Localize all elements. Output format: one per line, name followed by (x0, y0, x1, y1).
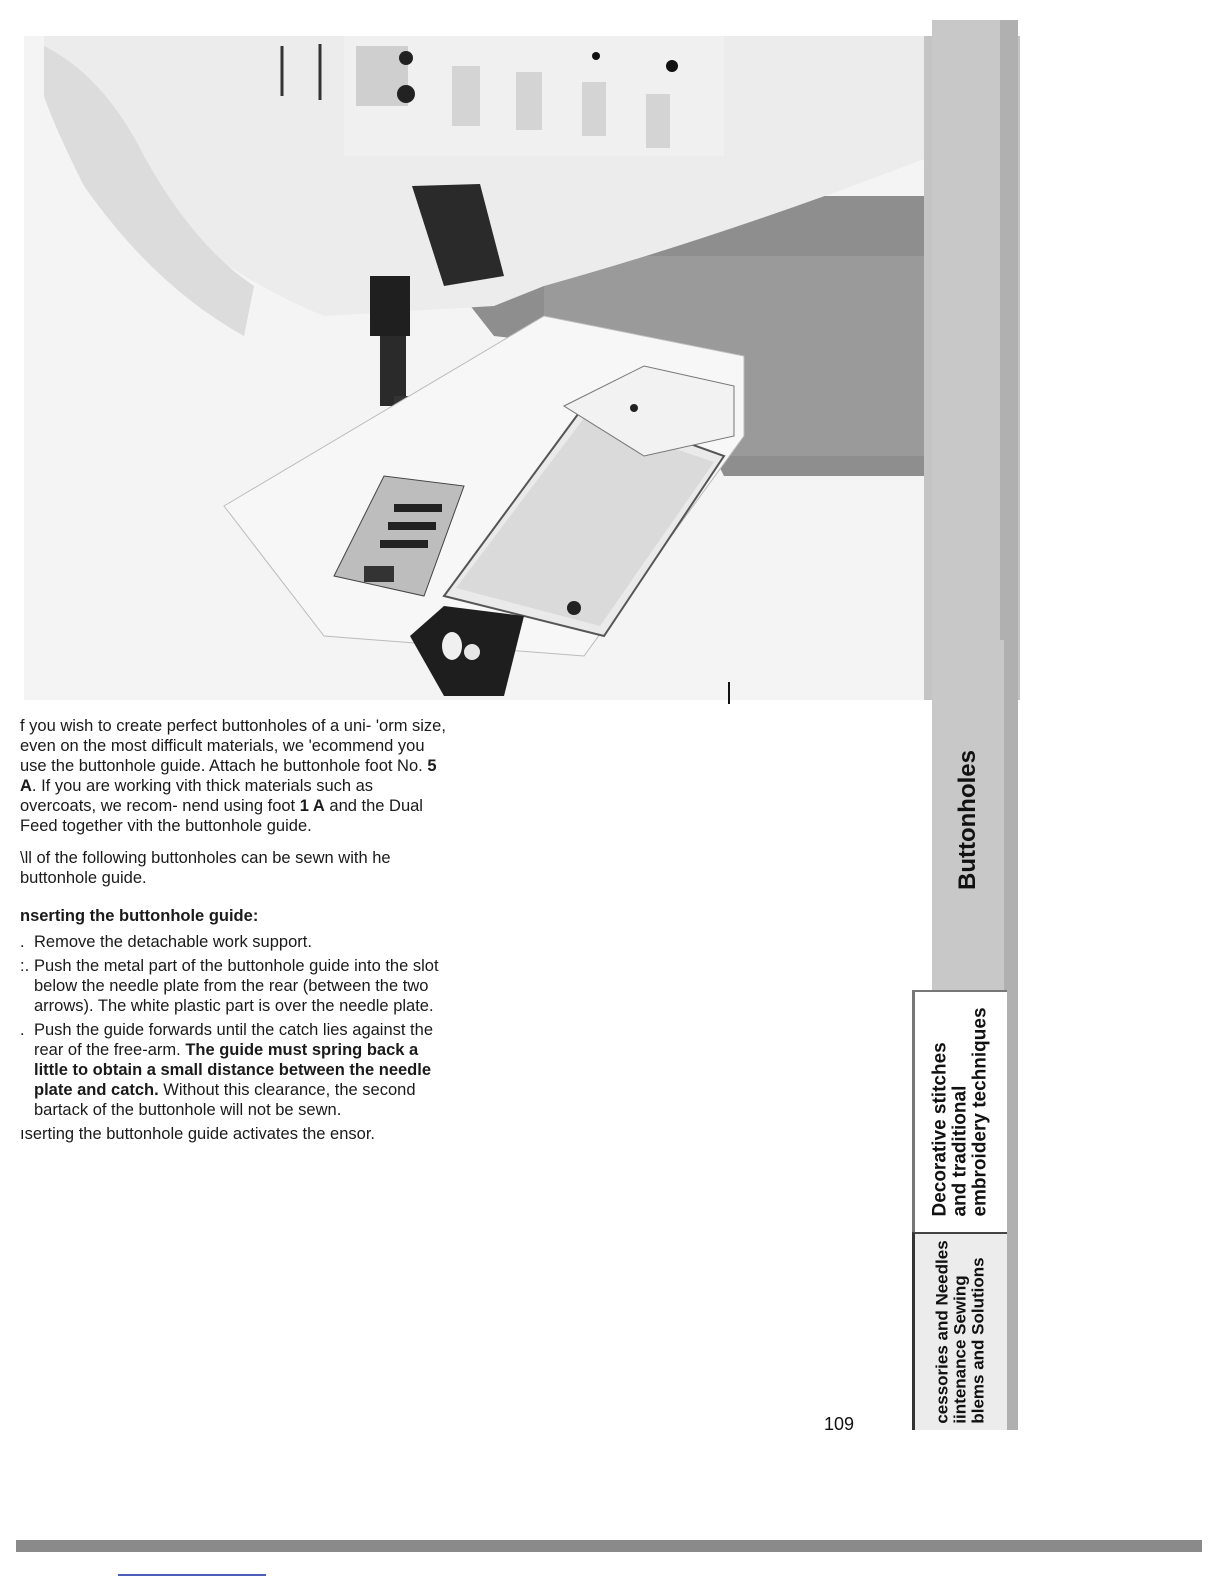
tab-accessories-label (934, 1240, 988, 1423)
tab-decorative-line2: and traditional (950, 1085, 971, 1217)
tab-accessories-maintenance[interactable] (912, 1232, 1007, 1430)
sewing-machine-photo (24, 36, 1020, 700)
step-text: Push the metal part of the buttonhole guide into the slot below the needle plate from the rear (between the two arrows). The white plastic part is over the needle plate. (34, 957, 439, 1015)
foot-1a: 1 A (299, 797, 325, 815)
tab-accessories-line2: iintenance Sewing (951, 1275, 971, 1424)
intro-text-2: . If you are working vith thick materials such as overcoats, we recom- nend using foot (20, 777, 374, 815)
step-text-after: Without this clearance, the second bartack of the buttonhole will not be sewn. (34, 1081, 416, 1119)
intro-paragraph (20, 716, 450, 836)
step-text: Push the guide forwards until the catch lies against the rear of the free-arm. (34, 1021, 433, 1059)
foot-5a: 5 A (20, 757, 437, 795)
footer-bar (16, 1540, 1202, 1552)
step-text: Remove the detachable work support. (34, 933, 312, 951)
intro-text-1: f you wish to create perfect buttonholes of a uni- 'orm size, even on the most difficult materials, we 'ecommend you use the buttonhole guide. Attach he buttonhole foot No. (20, 717, 446, 775)
step-warning: The guide must spring back a little to obtain a small distance between the needle plate and catch. (34, 1041, 432, 1099)
step-number: . (20, 933, 25, 951)
closing-paragraph: ıserting the buttonhole guide activates the ensor. (20, 1125, 375, 1143)
tab-decorative-line1: Decorative stitches (930, 1042, 951, 1217)
intro-text-3: and the Dual Feed together vith the buttonhole guide. (20, 797, 423, 835)
step-item (20, 956, 450, 1016)
tab-accessories-line3: blems and Solutions (969, 1257, 989, 1424)
tab-decorative-stitches[interactable] (912, 990, 1007, 1232)
step-number: :. (20, 957, 30, 975)
steps-list (20, 932, 450, 1120)
step-number: . (20, 1021, 25, 1039)
footer-link-line (118, 1574, 266, 1576)
section-heading: nserting the buttonhole guide: (20, 907, 259, 925)
tab-buttonholes-label: Buttonholes (954, 750, 982, 890)
tab-decorative-line3: embroidery techniques (970, 1007, 991, 1217)
page-number: 109 (824, 1414, 855, 1434)
all-buttonholes-paragraph: \ll of the following buttonholes can be sewn with he buttonhole guide. (20, 849, 391, 887)
step-item (20, 932, 450, 952)
tab-buttonholes[interactable] (932, 640, 1004, 1000)
margin-tick (728, 682, 730, 704)
step-item (20, 1020, 450, 1120)
tab-accessories-line1: cessories and Needles (933, 1240, 953, 1424)
body-text (20, 716, 450, 1156)
tab-decorative-label (931, 1007, 991, 1216)
